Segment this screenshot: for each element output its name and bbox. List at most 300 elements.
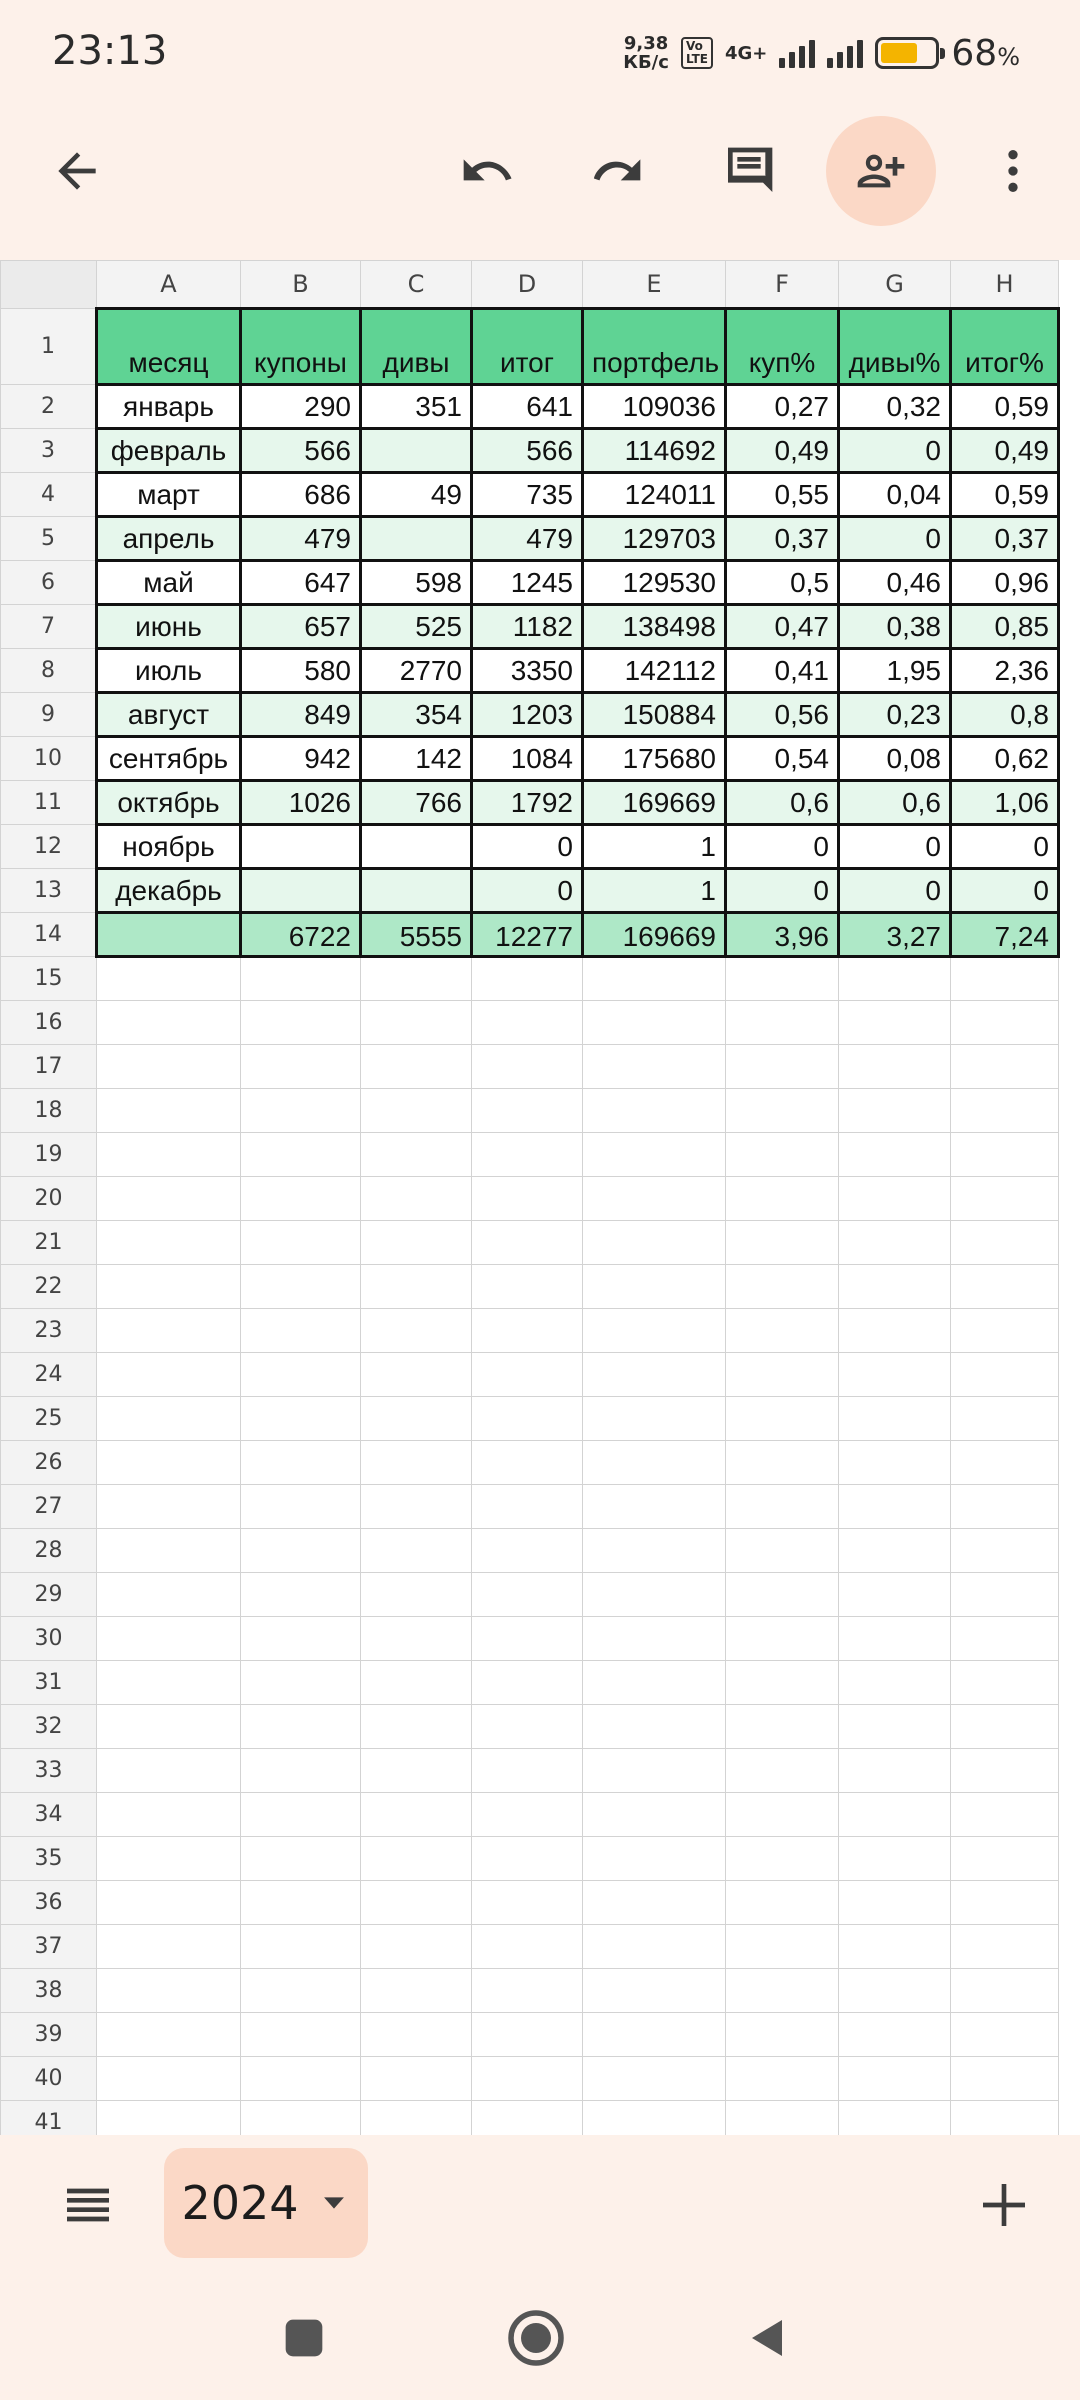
row-header[interactable]: 8 [1,649,97,693]
cell[interactable]: куп% [726,309,839,385]
cell[interactable] [97,1397,241,1441]
cell[interactable] [951,1485,1059,1529]
row-header[interactable]: 35 [1,1837,97,1881]
cell[interactable] [951,1133,1059,1177]
cell[interactable] [839,1573,951,1617]
cell[interactable] [583,1969,726,2013]
cell[interactable] [361,1617,472,1661]
row-header[interactable]: 10 [1,737,97,781]
cell[interactable] [241,1353,361,1397]
row-header[interactable]: 17 [1,1045,97,1089]
cell[interactable] [361,429,472,473]
row-header[interactable]: 29 [1,1573,97,1617]
cell[interactable] [241,869,361,913]
column-header[interactable]: H [951,261,1059,309]
cell[interactable]: 0,59 [951,385,1059,429]
cell[interactable] [97,1265,241,1309]
cell[interactable]: 3,96 [726,913,839,957]
cell[interactable]: 686 [241,473,361,517]
cell[interactable]: 1084 [472,737,583,781]
cell[interactable]: 0,55 [726,473,839,517]
cell[interactable] [726,1749,839,1793]
row-header[interactable]: 36 [1,1881,97,1925]
cell[interactable] [241,2013,361,2057]
cell[interactable] [726,1617,839,1661]
cell[interactable] [726,1661,839,1705]
cell[interactable]: 0,6 [839,781,951,825]
cell[interactable] [472,1661,583,1705]
row-header[interactable]: 39 [1,2013,97,2057]
cell[interactable]: 351 [361,385,472,429]
cell[interactable]: 1203 [472,693,583,737]
row-header[interactable]: 27 [1,1485,97,1529]
cell[interactable] [583,1441,726,1485]
cell[interactable] [97,957,241,1001]
cell[interactable] [241,1221,361,1265]
cell[interactable]: 0 [839,517,951,561]
column-header[interactable]: A [97,261,241,309]
cell[interactable]: 1792 [472,781,583,825]
cell[interactable]: 150884 [583,693,726,737]
cell[interactable] [97,1881,241,1925]
cell[interactable]: 735 [472,473,583,517]
cell[interactable]: 766 [361,781,472,825]
back-nav-button[interactable] [728,2298,808,2378]
cell[interactable] [361,869,472,913]
more-options-button[interactable] [958,116,1068,226]
cell[interactable] [97,1529,241,1573]
cell[interactable] [97,2101,241,2136]
row-header[interactable]: 28 [1,1529,97,1573]
cell[interactable]: 0 [726,825,839,869]
cell[interactable]: 0,62 [951,737,1059,781]
cell[interactable] [472,1441,583,1485]
cell[interactable] [97,1045,241,1089]
cell[interactable] [472,1001,583,1045]
cell[interactable] [583,1573,726,1617]
cell[interactable] [472,1089,583,1133]
cell[interactable] [241,1837,361,1881]
cell[interactable]: 0,49 [726,429,839,473]
cell[interactable]: 1 [583,869,726,913]
row-header[interactable]: 20 [1,1177,97,1221]
cell[interactable] [241,1617,361,1661]
cell[interactable]: 1245 [472,561,583,605]
cell[interactable] [361,1529,472,1573]
cell[interactable]: 0,32 [839,385,951,429]
cell[interactable] [839,1793,951,1837]
sheets-list-button[interactable] [40,2165,136,2245]
cell[interactable]: 0,38 [839,605,951,649]
cell[interactable] [839,2101,951,2136]
cell[interactable]: 169669 [583,913,726,957]
cell[interactable]: 849 [241,693,361,737]
cell[interactable] [839,1397,951,1441]
cell[interactable]: 7,24 [951,913,1059,957]
cell[interactable] [361,1881,472,1925]
cell[interactable] [951,1749,1059,1793]
cell[interactable]: 0,37 [726,517,839,561]
cell[interactable]: 2770 [361,649,472,693]
cell[interactable] [361,1969,472,2013]
cell[interactable] [839,1441,951,1485]
column-header[interactable]: G [839,261,951,309]
cell[interactable]: апрель [97,517,241,561]
cell[interactable] [951,1045,1059,1089]
cell[interactable] [472,1969,583,2013]
cell[interactable]: 0,6 [726,781,839,825]
row-header[interactable]: 5 [1,517,97,561]
row-header[interactable]: 2 [1,385,97,429]
cell[interactable] [241,1793,361,1837]
cell[interactable] [97,1749,241,1793]
row-header[interactable]: 13 [1,869,97,913]
cell[interactable] [241,1397,361,1441]
cell[interactable] [97,1705,241,1749]
cell[interactable]: 0,85 [951,605,1059,649]
cell[interactable] [361,1177,472,1221]
cell[interactable]: 0,27 [726,385,839,429]
cell[interactable] [241,1089,361,1133]
cell[interactable] [726,1705,839,1749]
cell[interactable] [583,1617,726,1661]
cell[interactable] [361,1133,472,1177]
cell[interactable] [839,1881,951,1925]
cell[interactable]: 0 [839,869,951,913]
cell[interactable] [361,2101,472,2136]
cell[interactable] [241,1265,361,1309]
row-header[interactable]: 12 [1,825,97,869]
cell[interactable] [583,2057,726,2101]
cell[interactable] [839,1221,951,1265]
cell[interactable]: 0 [839,429,951,473]
cell[interactable] [726,1573,839,1617]
cell[interactable] [241,825,361,869]
cell[interactable] [472,2057,583,2101]
cell[interactable]: 525 [361,605,472,649]
cell[interactable] [839,1749,951,1793]
cell[interactable]: 142112 [583,649,726,693]
cell[interactable] [472,957,583,1001]
cell[interactable] [839,1705,951,1749]
row-header[interactable]: 6 [1,561,97,605]
cell[interactable]: 290 [241,385,361,429]
cell[interactable] [361,1441,472,1485]
cell[interactable] [241,1705,361,1749]
cell[interactable] [726,1837,839,1881]
cell[interactable]: 129703 [583,517,726,561]
cell[interactable] [839,957,951,1001]
cell[interactable] [951,2013,1059,2057]
select-all-corner[interactable] [1,261,97,309]
cell[interactable] [839,1617,951,1661]
cell[interactable] [726,1265,839,1309]
cell[interactable] [241,1485,361,1529]
cell[interactable] [726,2057,839,2101]
row-header[interactable]: 26 [1,1441,97,1485]
row-header[interactable]: 19 [1,1133,97,1177]
row-header[interactable]: 32 [1,1705,97,1749]
cell[interactable] [583,1309,726,1353]
cell[interactable] [839,1529,951,1573]
cell[interactable] [472,1925,583,1969]
cell[interactable]: 0,47 [726,605,839,649]
cell[interactable] [839,1309,951,1353]
cell[interactable]: июль [97,649,241,693]
row-header[interactable]: 25 [1,1397,97,1441]
cell[interactable]: 169669 [583,781,726,825]
row-header[interactable]: 21 [1,1221,97,1265]
cell[interactable] [97,1133,241,1177]
cell[interactable] [583,1133,726,1177]
cell[interactable] [951,1793,1059,1837]
cell[interactable] [951,1309,1059,1353]
cell[interactable] [583,1001,726,1045]
cell[interactable]: 0,46 [839,561,951,605]
cell[interactable] [97,1837,241,1881]
cell[interactable]: 114692 [583,429,726,473]
cell[interactable]: 479 [472,517,583,561]
back-button[interactable] [22,116,132,226]
cell[interactable] [361,1309,472,1353]
cell[interactable] [472,1837,583,1881]
row-header[interactable]: 38 [1,1969,97,2013]
cell[interactable]: 354 [361,693,472,737]
cell[interactable]: 1,06 [951,781,1059,825]
cell[interactable]: 3350 [472,649,583,693]
cell[interactable]: 3,27 [839,913,951,957]
recent-apps-button[interactable] [264,2298,344,2378]
cell[interactable] [583,1881,726,1925]
column-header[interactable]: C [361,261,472,309]
cell[interactable] [241,1969,361,2013]
cell[interactable]: март [97,473,241,517]
cell[interactable] [361,1705,472,1749]
cell[interactable] [361,957,472,1001]
cell[interactable] [241,2057,361,2101]
cell[interactable] [951,1837,1059,1881]
cell[interactable]: 1182 [472,605,583,649]
cell[interactable] [839,1133,951,1177]
cell[interactable] [97,1441,241,1485]
cell[interactable] [839,1353,951,1397]
cell[interactable]: ноябрь [97,825,241,869]
cell[interactable] [97,913,241,957]
cell[interactable]: 0,37 [951,517,1059,561]
row-header[interactable]: 37 [1,1925,97,1969]
cell[interactable] [241,1749,361,1793]
cell[interactable]: декабрь [97,869,241,913]
cell[interactable]: 0,49 [951,429,1059,473]
cell[interactable] [726,1089,839,1133]
cell[interactable] [583,1265,726,1309]
cell[interactable] [583,1529,726,1573]
cell[interactable] [951,1089,1059,1133]
cell[interactable] [839,1837,951,1881]
cell[interactable]: 0,04 [839,473,951,517]
cell[interactable] [472,1177,583,1221]
cell[interactable] [583,1925,726,1969]
row-header[interactable]: 1 [1,309,97,385]
cell[interactable] [583,1353,726,1397]
cell[interactable]: купоны [241,309,361,385]
cell[interactable]: 1026 [241,781,361,825]
row-header[interactable]: 3 [1,429,97,473]
row-header[interactable]: 31 [1,1661,97,1705]
cell[interactable]: 0 [839,825,951,869]
cell[interactable] [583,1397,726,1441]
row-header[interactable]: 41 [1,2101,97,2136]
cell[interactable] [583,1221,726,1265]
cell[interactable] [97,1485,241,1529]
cell[interactable]: 0 [472,825,583,869]
cell[interactable] [472,1353,583,1397]
column-header[interactable]: D [472,261,583,309]
cell[interactable] [97,2057,241,2101]
cell[interactable] [726,1177,839,1221]
cell[interactable] [97,1573,241,1617]
cell[interactable] [241,1925,361,1969]
cell[interactable] [726,1793,839,1837]
cell[interactable] [97,1661,241,1705]
cell[interactable]: 0 [472,869,583,913]
row-header[interactable]: 24 [1,1353,97,1397]
cell[interactable] [726,1309,839,1353]
cell[interactable] [472,1221,583,1265]
cell[interactable] [583,1045,726,1089]
cell[interactable] [472,1133,583,1177]
cell[interactable]: 1 [583,825,726,869]
cell[interactable] [726,1925,839,1969]
spreadsheet-grid[interactable] [0,260,1080,2135]
cell[interactable] [951,957,1059,1001]
cell[interactable] [839,1045,951,1089]
cell[interactable] [241,2101,361,2136]
cell[interactable] [472,1397,583,1441]
cell[interactable] [951,1441,1059,1485]
cell[interactable] [726,1529,839,1573]
home-button[interactable] [496,2298,576,2378]
cell[interactable] [726,1045,839,1089]
cell[interactable] [97,1925,241,1969]
cell[interactable] [97,1089,241,1133]
row-header[interactable]: 22 [1,1265,97,1309]
cell[interactable] [839,1265,951,1309]
cell[interactable]: 0,5 [726,561,839,605]
cell[interactable] [839,1089,951,1133]
cell[interactable] [472,1881,583,1925]
cell[interactable]: 12277 [472,913,583,957]
row-header[interactable]: 9 [1,693,97,737]
cell[interactable] [839,1661,951,1705]
cell[interactable]: 580 [241,649,361,693]
cell[interactable] [361,825,472,869]
cell[interactable] [839,1485,951,1529]
cell[interactable] [361,1485,472,1529]
cell[interactable]: месяц [97,309,241,385]
cell[interactable] [361,1089,472,1133]
cell[interactable]: сентябрь [97,737,241,781]
cell[interactable] [472,1045,583,1089]
cell[interactable]: итог [472,309,583,385]
cell[interactable]: январь [97,385,241,429]
cell[interactable] [951,1001,1059,1045]
cell[interactable] [97,1617,241,1661]
cell[interactable]: август [97,693,241,737]
cell[interactable]: 138498 [583,605,726,649]
cell[interactable]: 641 [472,385,583,429]
cell[interactable] [726,2101,839,2136]
cell[interactable] [472,1265,583,1309]
cell[interactable] [951,1881,1059,1925]
cell[interactable] [951,1969,1059,2013]
cell[interactable]: дивы% [839,309,951,385]
cell[interactable] [583,1485,726,1529]
cell[interactable]: 129530 [583,561,726,605]
cell[interactable]: 0,08 [839,737,951,781]
cell[interactable] [726,957,839,1001]
cell[interactable]: 49 [361,473,472,517]
cell[interactable] [839,2013,951,2057]
add-sheet-button[interactable] [964,2165,1044,2245]
cell[interactable] [97,2013,241,2057]
cell[interactable]: февраль [97,429,241,473]
cell[interactable] [583,1705,726,1749]
cell[interactable] [472,1573,583,1617]
cell[interactable] [97,1221,241,1265]
cell[interactable]: дивы [361,309,472,385]
cell[interactable] [583,1661,726,1705]
cell[interactable] [97,1309,241,1353]
row-header[interactable]: 11 [1,781,97,825]
cell[interactable]: 175680 [583,737,726,781]
cell[interactable] [726,1441,839,1485]
cell[interactable] [951,1925,1059,1969]
cell[interactable]: 0 [951,869,1059,913]
cell[interactable] [472,1793,583,1837]
sheet-tab-2024[interactable] [164,2148,368,2258]
cell[interactable] [361,2013,472,2057]
cell[interactable] [839,1177,951,1221]
share-button[interactable] [826,116,936,226]
cell[interactable]: 0 [951,825,1059,869]
cell[interactable] [472,1529,583,1573]
cell[interactable]: 657 [241,605,361,649]
cell[interactable]: 5555 [361,913,472,957]
cell[interactable] [951,1529,1059,1573]
cell[interactable] [951,1573,1059,1617]
cell[interactable]: октябрь [97,781,241,825]
row-header[interactable]: 14 [1,913,97,957]
cell[interactable] [472,2013,583,2057]
column-header[interactable]: F [726,261,839,309]
cell[interactable] [97,1353,241,1397]
cell[interactable] [951,1221,1059,1265]
cell[interactable] [361,1661,472,1705]
row-header[interactable]: 18 [1,1089,97,1133]
cell[interactable] [583,2013,726,2057]
cell[interactable] [361,1573,472,1617]
row-header[interactable]: 23 [1,1309,97,1353]
cell[interactable] [472,2101,583,2136]
cell[interactable] [361,1749,472,1793]
cell[interactable]: 0,56 [726,693,839,737]
row-header[interactable]: 33 [1,1749,97,1793]
cell[interactable] [583,1089,726,1133]
cell[interactable] [951,2101,1059,2136]
cell[interactable] [241,1661,361,1705]
cell[interactable] [241,1573,361,1617]
